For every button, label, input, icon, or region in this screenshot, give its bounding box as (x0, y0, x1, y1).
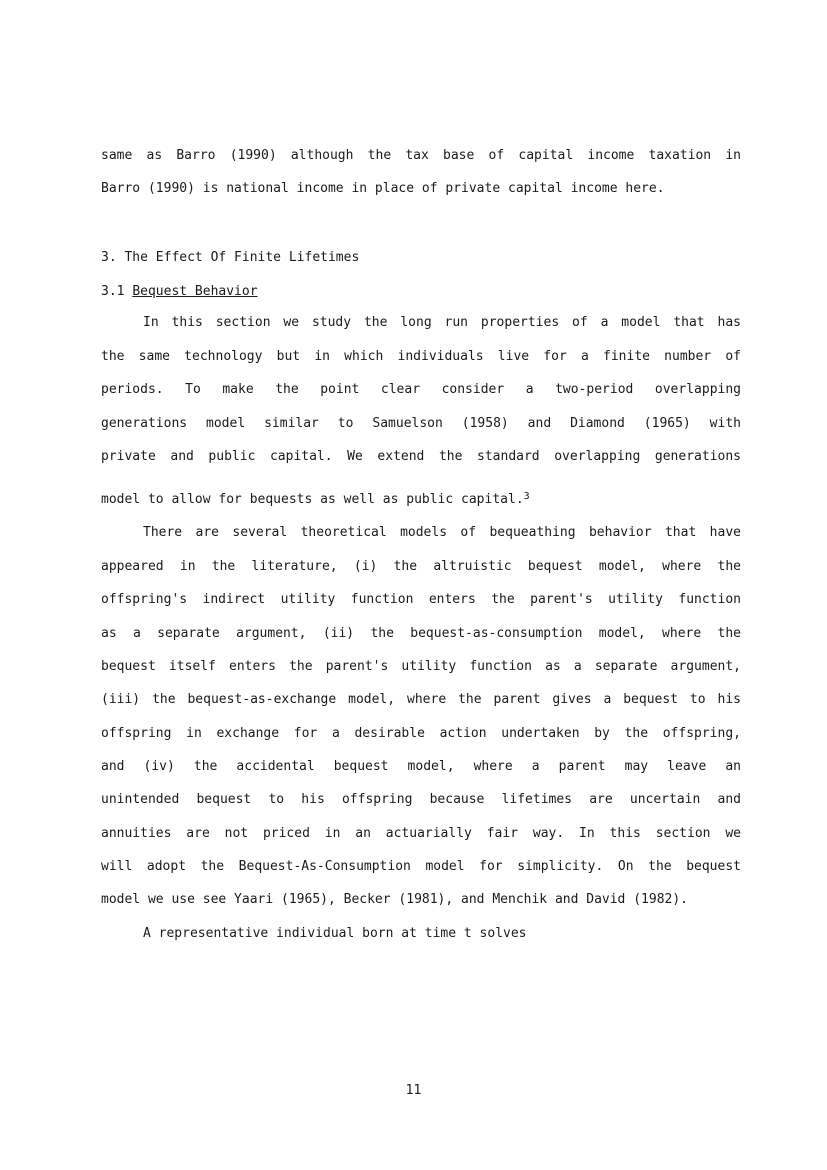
body-line: periods. To make the point clear consider a two-period overlapping (101, 382, 741, 397)
body-line: private and public capital. We extend the standard overlapping generations (101, 449, 741, 464)
body-line: (iii) the bequest-as-exchange model, where the parent gives a bequest to his (101, 692, 741, 707)
body-line (101, 492, 530, 509)
section-title: 3. The Effect Of Finite Lifetimes (101, 250, 360, 265)
subsection-heading (101, 284, 258, 300)
body-line: bequest itself enters the parent's utility function as a separate argument, (101, 659, 741, 674)
body-line: the same technology but in which individuals live for a finite number of (101, 349, 741, 364)
body-line: A representative individual born at time t solves (143, 926, 527, 941)
body-line: offspring's indirect utility function enters the parent's utility function (101, 592, 741, 607)
body-line: offspring in exchange for a desirable action undertaken by the offspring, (101, 726, 741, 741)
body-line: There are several theoretical models of bequeathing behavior that have (143, 525, 741, 540)
body-line: model we use see Yaari (1965), Becker (1981), and Menchik and David (1982). (101, 892, 688, 907)
body-line: generations model similar to Samuelson (1958) and Diamond (1965) with (101, 416, 741, 431)
body-line: will adopt the Bequest-As-Consumption model for simplicity. On the bequest (101, 859, 741, 874)
page-number: 11 (405, 1083, 422, 1098)
body-line: annuities are not priced in an actuarially fair way. In this section we (101, 826, 741, 841)
footnote-mark: 3 (523, 491, 530, 502)
subsection-title: Bequest Behavior (132, 284, 258, 299)
body-text: model to allow for bequests as well as public capital. (101, 492, 524, 507)
subsection-number: 3.1 (101, 284, 125, 299)
body-line: same as Barro (1990) although the tax base of capital income taxation in (101, 148, 741, 163)
body-line: unintended bequest to his offspring because lifetimes are uncertain and (101, 792, 741, 807)
body-line: Barro (1990) is national income in place of private capital income here. (101, 181, 665, 196)
body-line: appeared in the literature, (i) the altruistic bequest model, where the (101, 559, 741, 574)
body-line: as a separate argument, (ii) the bequest-as-consumption model, where the (101, 626, 741, 641)
body-line: and (iv) the accidental bequest model, where a parent may leave an (101, 759, 741, 774)
body-line: In this section we study the long run properties of a model that has (143, 315, 741, 330)
